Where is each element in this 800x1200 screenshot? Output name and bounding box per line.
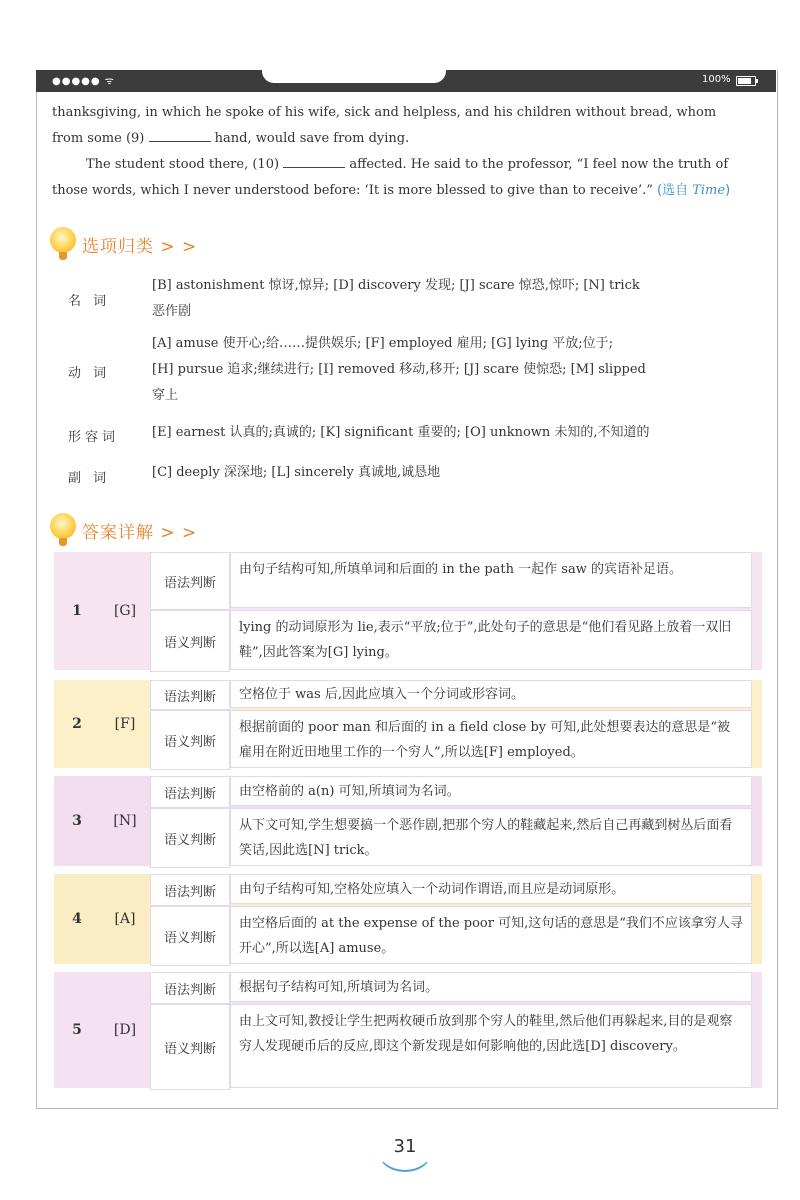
blank-9 [149, 129, 211, 142]
answer-number: 1 [54, 552, 100, 670]
battery-tip [756, 79, 758, 83]
passage-line-2 [52, 126, 762, 152]
meaning-label: 语义判断 [150, 906, 230, 966]
category-label-noun: 名 词 [68, 294, 111, 309]
signal-icon: ●●●●● ᯤ [52, 76, 115, 87]
section-header-categories [50, 226, 197, 262]
answer-row-1 [54, 552, 762, 670]
grammar-explanation: 空格位于 was 后,因此应填入一个分词或形容词。 [230, 680, 752, 708]
grammar-label: 语法判断 [150, 874, 230, 906]
passage-line-3 [52, 152, 762, 178]
passage-line-2-end: hand, would save from dying. [214, 131, 410, 146]
category-verb-text [152, 331, 752, 409]
category-noun-text [152, 273, 752, 325]
category-label-verb: 动 词 [68, 366, 111, 381]
category-label-adjective: 形容词 [68, 430, 120, 445]
meaning-label: 语义判断 [150, 710, 230, 770]
category-line: 恶作剧 [152, 304, 192, 319]
grammar-label: 语法判断 [150, 972, 230, 1004]
passage-source: (选自 Time) [657, 183, 731, 198]
grammar-explanation: 由空格前的 a(n) 可知,所填词为名词。 [230, 776, 752, 806]
answer-number: 4 [54, 874, 100, 964]
answer-number: 3 [54, 776, 100, 866]
answer-letter: [G] [102, 552, 148, 670]
meaning-explanation: 由空格后面的 at the expense of the poor 可知,这句话的意思是“我们不应该拿穷人寻开心”,所以选[A] amuse。 [230, 906, 752, 964]
meaning-explanation: 从下文可知,学生想要搞一个恶作剧,把那个穷人的鞋藏起来,然后自己再藏到树丛后面看笑话,因此选[N] trick。 [230, 808, 752, 866]
category-adjective-text [152, 420, 752, 446]
category-line: [E] earnest 认真的;真诚的; [K] significant 重要的; [O] unknown 未知的,不知道的 [152, 425, 650, 440]
answer-row-5 [54, 972, 762, 1088]
meaning-explanation: 根据前面的 poor man 和后面的 in a field close by 可知,此处想要表达的意思是“被雇用在附近田地里工作的一个穷人”,所以选[F] employed。 [230, 710, 752, 768]
category-label-adverb: 副 词 [68, 471, 111, 486]
meaning-label: 语义判断 [150, 610, 230, 672]
meaning-explanation: lying 的动词原形为 lie,表示“平放;位于”,此处句子的意思是“他们看见路上放着一双旧鞋”,因此答案为[G] lying。 [230, 610, 752, 670]
grammar-explanation: 根据句子结构可知,所填词为名词。 [230, 972, 752, 1002]
passage-line-4 [52, 178, 762, 204]
meaning-label: 语义判断 [150, 1004, 230, 1090]
meaning-label: 语义判断 [150, 808, 230, 868]
passage-line-1: thanksgiving, in which he spoke of his wife, sick and helpless, and his children without bread, whom [52, 105, 717, 120]
grammar-label: 语法判断 [150, 776, 230, 808]
category-line: [A] amuse 使开心;给……提供娱乐; [F] employed 雇用; [G] lying 平放;位于; [152, 336, 614, 351]
answer-number: 2 [54, 680, 100, 768]
answer-letter: [A] [102, 874, 148, 964]
passage-line-3-start: The student stood there, (10) [86, 157, 280, 172]
category-line: [H] pursue 追求;继续进行; [I] removed 移动,移开; [J] scare 使惊恐; [M] slipped [152, 362, 646, 377]
passage-line-4-text: those words, which I never understood before: ‘It is more blessed to give than to receive’.” [52, 183, 653, 198]
category-line: [B] astonishment 惊讶,惊异; [D] discovery 发现; [J] scare 惊恐,惊吓; [N] trick [152, 278, 640, 293]
passage-line-3-end: affected. He said to the professor, “I feel now the truth of [349, 157, 729, 172]
answer-letter: [D] [102, 972, 148, 1088]
blank-10 [283, 155, 345, 168]
category-line: 穿上 [152, 388, 179, 403]
passage-line-2-start: from some (9) [52, 131, 145, 146]
answer-row-4 [54, 874, 762, 964]
section-title-categories: 选项归类 > > [82, 236, 198, 257]
device-notch [262, 70, 446, 83]
battery-icon [736, 76, 756, 86]
page-number: 31 [393, 1136, 417, 1157]
grammar-label: 语法判断 [150, 552, 230, 610]
grammar-explanation: 由句子结构可知,所填单词和后面的 in the path 一起作 saw 的宾语补足语。 [230, 552, 752, 608]
category-adverb-text [152, 460, 752, 486]
grammar-label: 语法判断 [150, 680, 230, 710]
answer-number: 5 [54, 972, 100, 1088]
category-line: [C] deeply 深深地; [L] sincerely 真诚地,诚恳地 [152, 465, 441, 480]
lightbulb-icon [50, 513, 76, 547]
answer-letter: [N] [102, 776, 148, 866]
section-title-answers: 答案详解 > > [82, 522, 198, 543]
battery-percentage: 100% [702, 74, 731, 85]
answer-row-2 [54, 680, 762, 768]
grammar-explanation: 由句子结构可知,空格处应填入一个动词作谓语,而且应是动词原形。 [230, 874, 752, 904]
meaning-explanation: 由上文可知,教授让学生把两枚硬币放到那个穷人的鞋里,然后他们再躲起来,目的是观察穷人发现硬币后的反应,即这个新发现是如何影响他的,因此选[D] discovery。 [230, 1004, 752, 1088]
section-header-answers [50, 512, 197, 548]
lightbulb-icon [50, 227, 76, 261]
answer-letter: [F] [102, 680, 148, 768]
answer-row-3 [54, 776, 762, 866]
